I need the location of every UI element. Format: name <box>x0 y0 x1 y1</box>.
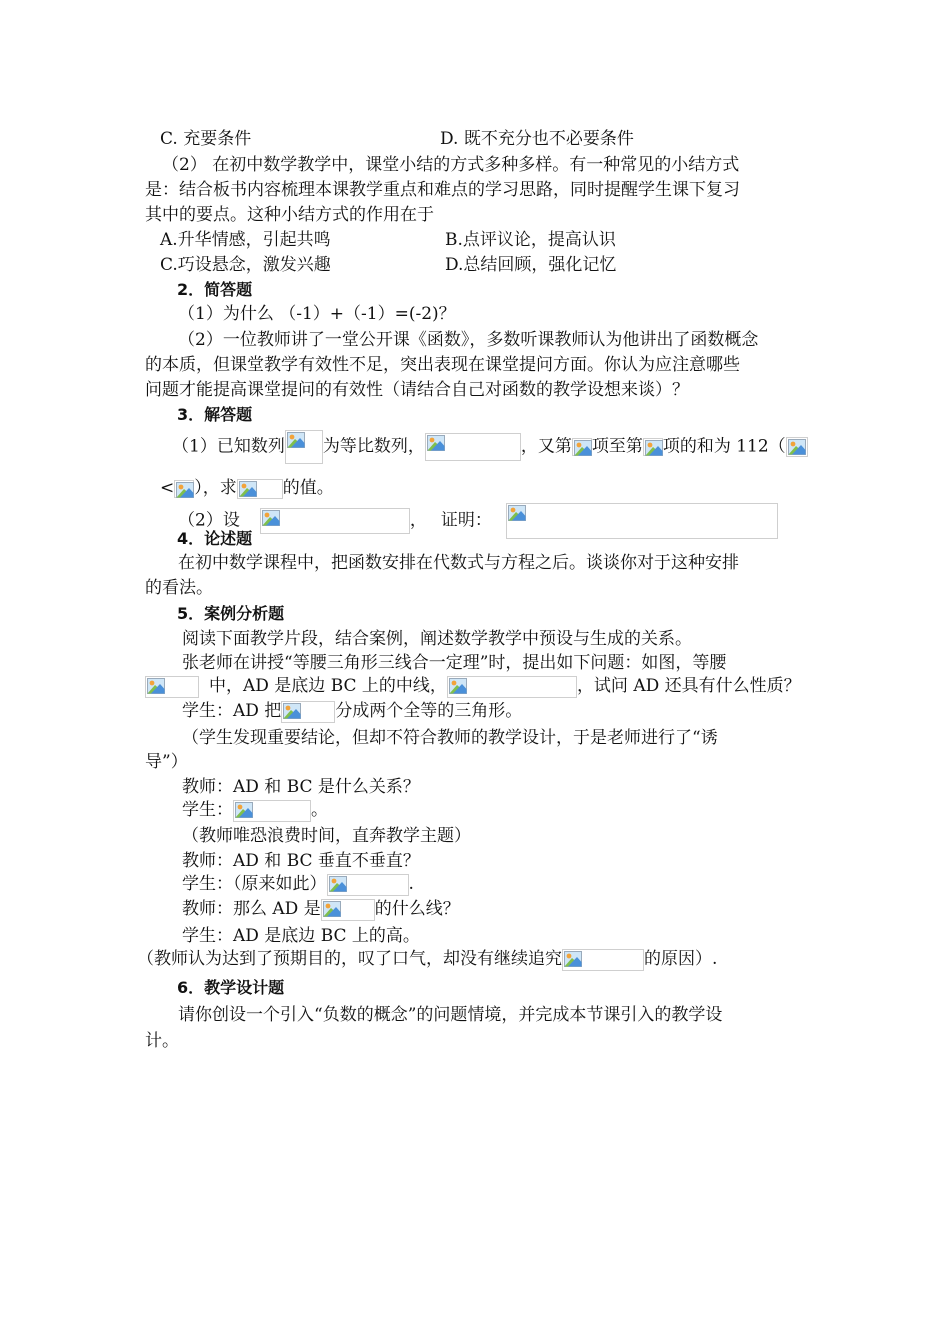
formula-image-icon <box>174 480 194 498</box>
question-line <box>172 430 808 464</box>
case-line <box>137 948 717 971</box>
question-text: ， <box>409 510 427 531</box>
question-text: 在初中数学课程中，把函数安排在代数式与方程之后。谈谈你对于这种安排 <box>178 553 739 573</box>
section-heading: 3．解答题 <box>177 405 253 424</box>
question-text: 的值。 <box>282 478 334 498</box>
choice-b: B.点评议论，提高认识 <box>445 230 616 250</box>
choice-c: C. 充要条件 <box>160 129 252 149</box>
section-heading: 4．论述题 <box>177 529 253 548</box>
formula-image-icon <box>572 438 592 456</box>
case-line <box>182 700 522 723</box>
question-line <box>178 503 778 539</box>
formula-image-icon <box>260 508 410 534</box>
question-text: ），求 <box>194 478 237 498</box>
case-text: 教师：AD 和 BC 是什么关系？ <box>182 777 420 797</box>
question-text: 项的和为 112（ <box>662 436 786 457</box>
case-text: （教师认为达到了预期目的，叹了口气，却没有继续追究 <box>137 949 562 969</box>
formula-image-icon <box>643 438 663 456</box>
case-text: 的原因）. <box>644 949 718 969</box>
case-line <box>182 873 414 896</box>
question-text: （1）为什么 （-1）+（-1）=(-2)？ <box>178 304 456 324</box>
formula-image-icon <box>281 701 335 723</box>
question-text: （1）已知数列 <box>172 436 285 457</box>
case-text: 学生：AD 是底边 BC 上的高。 <box>182 926 420 946</box>
question-text: 问题才能提高课堂提问的有效性（请结合自己对函数的教学设想来谈）？ <box>145 380 689 400</box>
formula-image-icon <box>145 676 199 698</box>
question-text: 的看法。 <box>145 578 213 598</box>
question-text: 阅读下面教学片段，结合案例，阐述数学教学中预设与生成的关系。 <box>182 629 692 649</box>
case-text: （教师唯恐浪费时间，直奔教学主题） <box>182 826 471 846</box>
case-text: 导”） <box>145 752 188 772</box>
formula-image-icon <box>321 899 375 921</box>
case-text: 学生：（原来如此） <box>182 874 327 894</box>
case-text: （学生发现重要结论，但却不符合教师的教学设计，于是老师进行了“诱 <box>182 728 718 748</box>
question-text: ，又第 <box>520 436 572 457</box>
formula-image-icon <box>786 437 808 457</box>
case-line <box>145 675 801 698</box>
question-text: 其中的要点。这种小结方式的作用在于 <box>145 205 434 225</box>
case-text: 中，AD 是底边 BC 上的中线， <box>209 676 447 696</box>
question-text: 是：结合板书内容梳理本课教学重点和难点的学习思路，同时提醒学生课下复习 <box>145 180 740 200</box>
question-text: 计。 <box>145 1031 179 1051</box>
case-text: 的什么线？ <box>374 899 460 919</box>
choice-a: A.升华情感，引起共鸣 <box>160 230 331 250</box>
case-text: 分成两个全等的三角形。 <box>335 701 523 721</box>
question-text: （2） 在初中数学教学中，课堂小结的方式多种多样。有一种常见的小结方式 <box>162 155 740 175</box>
question-text: 项至第 <box>591 436 643 457</box>
case-text: ，试问 AD 还具有什么性质？ <box>576 676 801 696</box>
question-text: < <box>160 478 175 498</box>
formula-image-icon <box>506 503 778 539</box>
section-heading: 6．教学设计题 <box>177 978 285 997</box>
formula-image-icon <box>562 949 644 971</box>
question-text: 的本质，但课堂教学有效性不足，突出表现在课堂提问方面。你认为应注意哪些 <box>145 355 740 375</box>
question-text: 证明： <box>440 510 492 531</box>
case-text: 教师：AD 和 BC 垂直不垂直？ <box>182 851 420 871</box>
choice-d: D. 既不充分也不必要条件 <box>440 129 634 149</box>
question-text: （2）一位教师讲了一堂公开课《函数》，多数听课教师认为他讲出了函数概念 <box>178 330 759 350</box>
case-text: 学生：AD 把 <box>182 701 282 721</box>
formula-image-icon <box>285 430 323 464</box>
case-text: . <box>408 874 414 894</box>
formula-image-icon <box>233 800 311 822</box>
formula-image-icon <box>327 874 409 896</box>
section-heading: 2．简答题 <box>177 280 253 299</box>
question-text: 请你创设一个引入“负数的概念”的问题情境，并完成本节课引入的教学设 <box>178 1005 723 1025</box>
section-heading: 5．案例分析题 <box>177 604 285 623</box>
question-text: 为等比数列， <box>322 436 425 457</box>
case-text: 学生： <box>182 800 233 820</box>
case-text: 。 <box>311 800 328 820</box>
choice-c: C.巧设悬念，激发兴趣 <box>160 255 331 275</box>
question-line <box>160 477 334 499</box>
choice-d: D.总结回顾，强化记忆 <box>445 255 617 275</box>
case-line <box>182 898 460 921</box>
case-text: 张老师在讲授“等腰三角形三线合一定理”时，提出如下问题：如图，等腰 <box>182 653 727 673</box>
formula-image-icon <box>425 433 521 461</box>
formula-image-icon <box>237 479 283 499</box>
case-line <box>182 799 328 822</box>
question-text: （2）设 <box>178 510 240 531</box>
case-text: 教师：那么 AD 是 <box>182 899 321 919</box>
formula-image-icon <box>447 676 577 698</box>
